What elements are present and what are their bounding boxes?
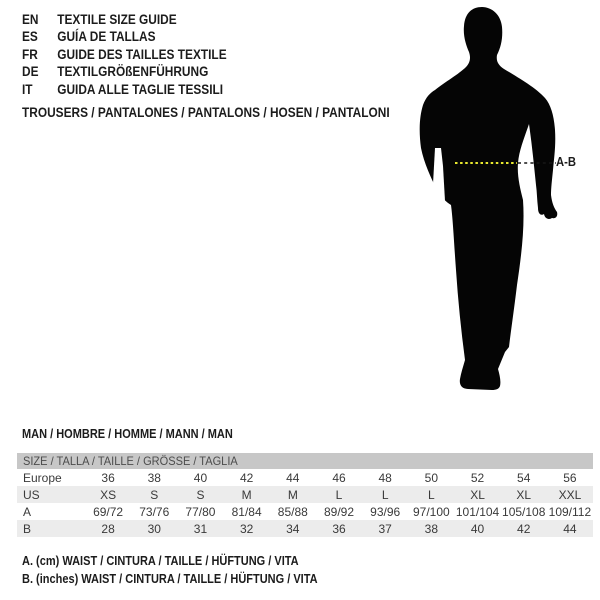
language-title-list [22, 11, 227, 98]
table-cell: 42 [517, 521, 531, 536]
table-cell: 89/92 [323, 504, 354, 519]
row-label: A [23, 504, 32, 519]
note-a-cm: A. (cm) WAIST / CINTURA / TAILLE / HÜFTUNG / VITA [22, 554, 299, 568]
table-cell: XL [516, 487, 532, 502]
table-cell: 48 [378, 470, 392, 485]
note-b-inches: B. (inches) WAIST / CINTURA / TAILLE / HÜFTUNG / VITA [22, 571, 318, 586]
size-table-header [17, 453, 593, 469]
table-cell: S [150, 487, 159, 502]
lang-title: GUÍA DE TALLAS [57, 29, 156, 45]
lang-code: DE [22, 64, 39, 80]
lang-title: GUIDE DES TAILLES TEXTILE [57, 46, 227, 62]
man-silhouette-figure [415, 0, 600, 400]
table-cell: 40 [193, 470, 208, 485]
table-cell: 44 [563, 521, 577, 536]
table-cell: 30 [147, 521, 161, 536]
gender-section-label: MAN / HOMBRE / HOMME / MANN / MAN [22, 427, 233, 441]
table-cell: 32 [239, 521, 254, 536]
table-cell: 85/88 [277, 504, 308, 519]
table-cell: 46 [332, 470, 346, 485]
size-table-header-label: SIZE / TALLA / TAILLE / GRÖSSE / TAGLIA [23, 454, 238, 468]
table-cell: 36 [332, 521, 346, 536]
table-cell: 37 [378, 521, 392, 536]
table-row-us [17, 486, 593, 503]
table-cell: XL [470, 487, 485, 502]
table-cell: 81/84 [231, 504, 262, 519]
table-cell: 36 [101, 470, 115, 485]
lang-code: EN [22, 12, 39, 27]
table-cell: 42 [239, 470, 254, 485]
table-cell: 44 [286, 470, 300, 485]
lang-code: ES [22, 29, 38, 45]
table-cell: 38 [424, 521, 439, 536]
lang-row-en [22, 11, 227, 28]
table-cell: 56 [563, 470, 577, 485]
lang-row-fr [22, 46, 227, 63]
row-label: US [23, 487, 40, 502]
measurement-notes [22, 553, 318, 588]
table-cell: XS [100, 487, 117, 502]
category-title: TROUSERS / PANTALONES / PANTALONS / HOSEN / PANTALONI [22, 105, 390, 120]
table-cell: 93/96 [370, 504, 401, 519]
lang-title: TEXTILE SIZE GUIDE [57, 12, 177, 27]
lang-row-it [22, 81, 227, 98]
lang-code: FR [22, 46, 38, 62]
table-cell: L [381, 487, 389, 502]
table-cell: 38 [147, 470, 161, 485]
table-cell: S [196, 487, 205, 502]
table-cell: 28 [101, 521, 115, 536]
table-row-europe [17, 469, 593, 486]
table-cell: 34 [286, 521, 300, 536]
table-cell: 52 [470, 470, 485, 485]
lang-row-de [22, 63, 227, 80]
table-cell: 109/112 [548, 504, 592, 519]
table-cell: 105/108 [502, 504, 546, 519]
row-label: Europe [23, 470, 62, 485]
table-cell: 31 [193, 521, 208, 536]
waist-measure-label: A-B [556, 155, 576, 169]
table-cell: 77/80 [185, 504, 216, 519]
table-cell: M [287, 487, 298, 502]
table-cell: 69/72 [93, 504, 124, 519]
lang-row-es [22, 28, 227, 45]
lang-title: TEXTILGRÖßENFÜHRUNG [57, 64, 209, 80]
table-cell: L [335, 487, 343, 502]
table-cell: 97/100 [413, 504, 450, 519]
measurement-figure [415, 0, 600, 400]
table-cell: L [428, 487, 435, 502]
table-cell: 73/76 [139, 504, 170, 519]
lang-code: IT [22, 81, 33, 97]
table-cell: XXL [558, 487, 582, 502]
table-cell: M [241, 487, 252, 502]
size-table [17, 453, 593, 537]
table-cell: 50 [424, 470, 439, 485]
table-cell: 40 [470, 521, 485, 536]
row-label: B [23, 521, 32, 536]
table-cell: 54 [517, 470, 531, 485]
table-row-b-inches [17, 520, 593, 537]
table-cell: 101/104 [455, 504, 500, 519]
table-row-a-cm [17, 503, 593, 520]
lang-title: GUIDA ALLE TAGLIE TESSILI [57, 81, 224, 97]
